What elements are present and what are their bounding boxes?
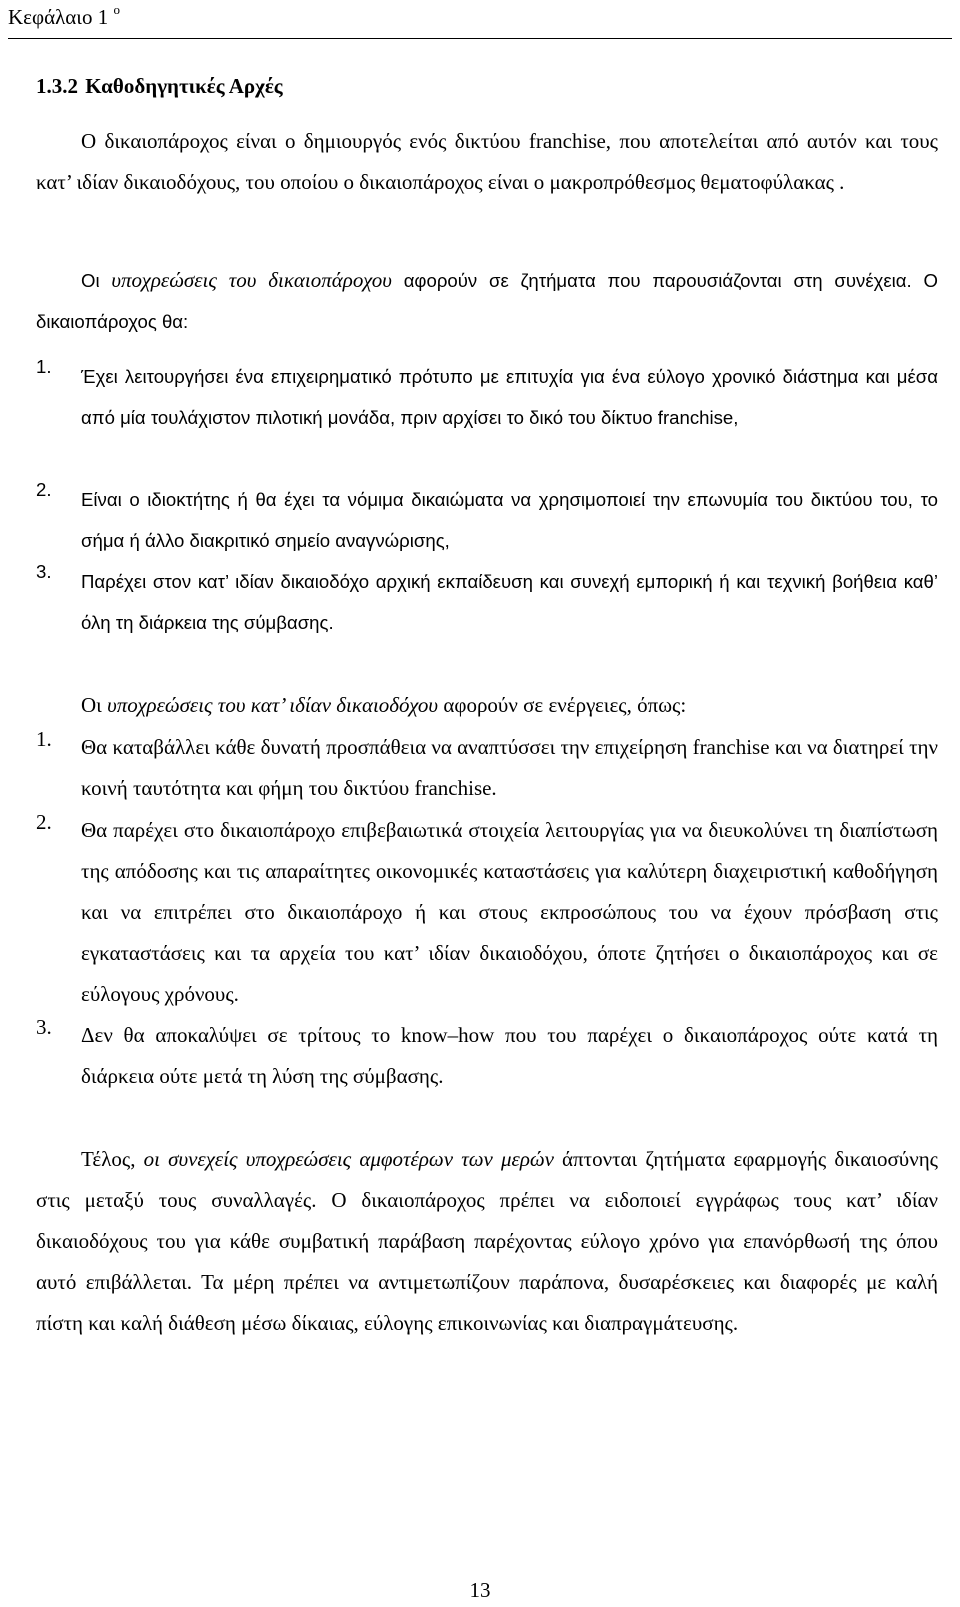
closing-paragraph: Τέλος, οι συνεχείς υποχρεώσεις αμφοτέρων των μερών άπτονται ζητήματα εφαρμογής δικαιοσύνης στις μεταξύ τους συναλλαγές. Ο δικαιοπάροχος πρέπει να ειδοποιεί εγγράφως τους κατ’ ιδίαν δικαιοδόχους του για κάθε συμβατική παράβαση παρέχοντας εύλογο χρόνο για επανόρθωσή της όπου αυτό επιβάλλεται. Τα μέρη πρέπει να αντιμετωπίζουν παράπονα, δυσαρέσκειες και διαφορές με καλή πίστη και καλή διάθεση μέσω δίκαιας, εύλογης επικοινωνίας και διαπραγμάτευσης. xyxy=(36,1147,938,1335)
franchisee-item-1 xyxy=(36,727,938,809)
item-text: Είναι ο ιδιοκτήτης ή θα έχει τα νόμιμα δικαιώματα να χρησιμοποιεί την επωνυμία του δικτύου του, το σήμα ή άλλο διακριτικό σημείο αναγνώρισης, xyxy=(81,489,938,551)
chapter-superscript: ο xyxy=(113,2,120,17)
item-text: Θα παρέχει στο δικαιοπάροχο επιβεβαιωτικά στοιχεία λειτουργίας για να διευκολύνει τη διαπίστωση της απόδοσης και τις απαραίτητες οικονομικές καταστάσεις για καλύτερη διαχειριστική καθοδήγηση και να επιτρέπει στο δικαιοπάροχο ή και στους εκπροσώπους του να έχουν πρόσβαση στις εγκαταστάσεις και τα αρχεία του κατ’ ιδίαν δικαιοδόχου, όποτε ζητήσει ο δικαιοπάροχος και σε εύλογους χρόνους. xyxy=(81,818,938,1006)
item-number: 2. xyxy=(36,810,52,834)
item-number: 1. xyxy=(36,356,52,377)
item-text: Έχει λειτουργήσει ένα επιχειρηματικό πρότυπο με επιτυχία για ένα εύλογο χρονικό διάστημα και μέσα από μία τουλάχιστον πιλοτική μονάδα, πριν αρχίσει το δικό του δίκτυο franchise, xyxy=(81,366,938,428)
franchisee-intro: Οι υποχρεώσεις του κατ’ ιδίαν δικαιοδόχου αφορούν σε ενέργειες, όπως: xyxy=(81,693,687,717)
section-number: 1.3.2 xyxy=(36,74,78,98)
item-number: 3. xyxy=(36,1015,52,1039)
page-number: 13 xyxy=(469,1578,491,1602)
intro-paragraph: Ο δικαιοπάροχος είναι ο δημιουργός ενός δικτύου franchise, που αποτελείται από αυτόν και τους κατ’ ιδίαν δικαιοδόχους, του οποίου ο δικαιοπάροχος είναι ο μακροπρόθεσμος θεματοφύλακας . xyxy=(36,129,938,194)
franchisor-item-2 xyxy=(36,479,938,561)
page-header xyxy=(8,0,952,39)
item-text: Παρέχει στον κατ’ ιδίαν δικαιοδόχο αρχική εκπαίδευση και συνεχή εμπορική ή και τεχνική βοήθεια καθ’ όλη τη διάρκεια της σύμβασης. xyxy=(81,571,938,633)
chapter-label: Κεφάλαιο 1 $^o$ xyxy=(8,2,120,29)
section-title: Καθοδηγητικές Αρχές xyxy=(85,74,283,98)
item-text: Δεν θα αποκαλύψει σε τρίτους το know–how που του παρέχει ο δικαιοπάροχος ούτε κατά τη διάρκεια ούτε μετά τη λύση της σύμβασης. xyxy=(81,1023,938,1088)
item-number: 1. xyxy=(36,727,52,751)
section-heading xyxy=(36,74,283,99)
item-number: 3. xyxy=(36,561,52,582)
item-text: Θα καταβάλλει κάθε δυνατή προσπάθεια να αναπτύσσει την επιχείρηση franchise και να διατηρεί την κοινή ταυτότητα και φήμη του δικτύου franchise. xyxy=(81,735,938,800)
franchisee-item-3 xyxy=(36,1015,938,1097)
item-number: 2. xyxy=(36,479,52,500)
franchisee-item-2 xyxy=(36,810,938,1015)
franchisor-item-3 xyxy=(36,561,938,643)
franchisor-intro: Οι υποχρεώσεις του δικαιοπάροχου αφορούν σε ζητήματα που παρουσιάζονται στη συνέχεια. Ο δικαιοπάροχος θα: xyxy=(36,268,938,332)
franchisor-item-1 xyxy=(36,356,938,438)
